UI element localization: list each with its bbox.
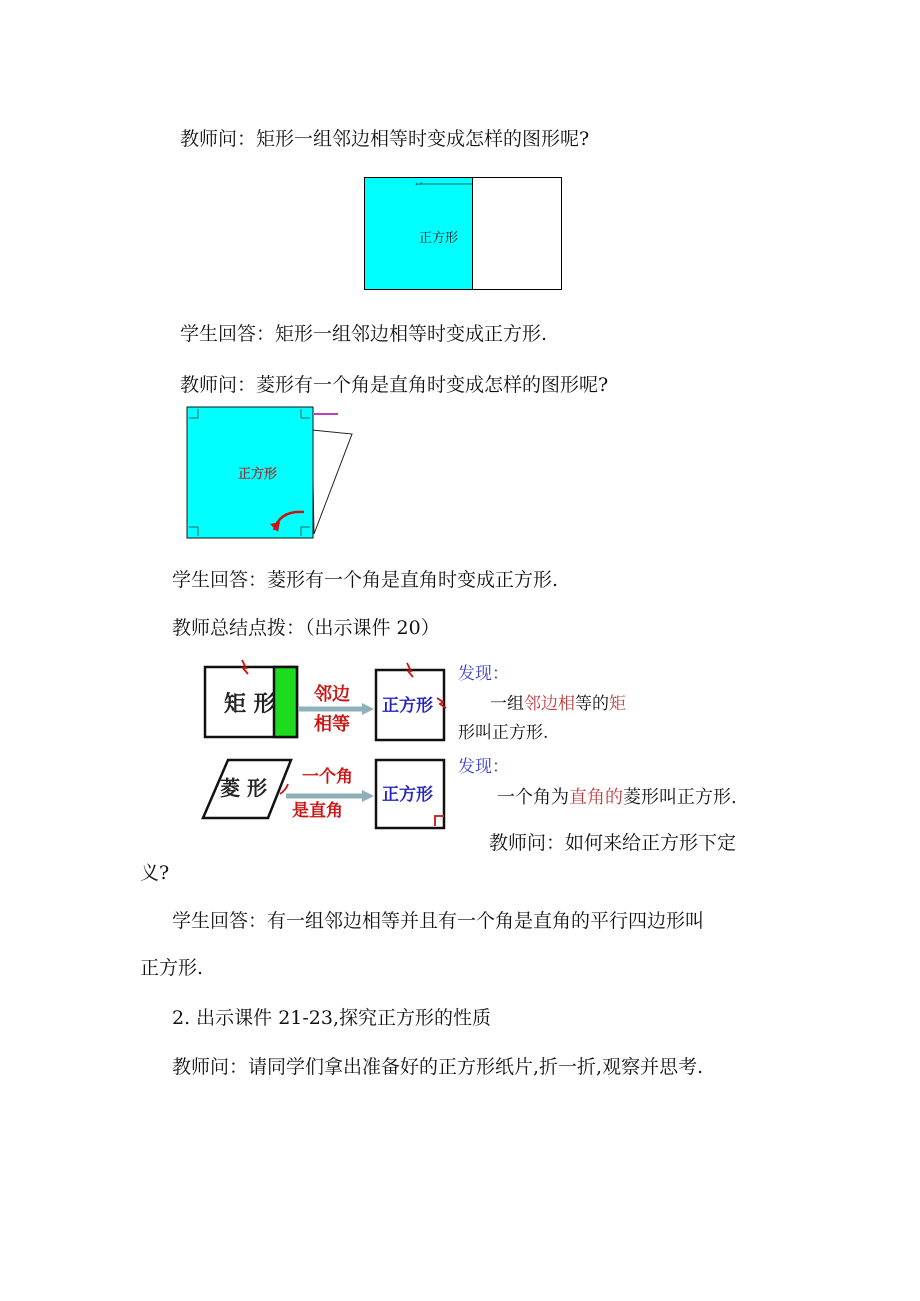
teacher-summary: 教师总结点拨：（出示课件 20） [172, 617, 440, 639]
square2-label: 正方形 [382, 785, 433, 805]
discovery-text-1-line2: 形叫正方形. [458, 723, 549, 743]
square-label: 正方形 [419, 231, 459, 246]
discovery-title-1: 发现： [458, 664, 509, 684]
green-strip [274, 667, 297, 737]
rectangle-label: 矩 形 [224, 691, 276, 717]
arrow2-label-line1: 一个角 [302, 767, 353, 787]
rhombus-label: 菱 形 [220, 776, 267, 800]
teacher-question-1: 教师问：矩形一组邻边相等时变成怎样的图形呢? [180, 128, 590, 150]
figure-rhombus-to-square-svg [186, 406, 356, 542]
discovery-title-2: 发现： [458, 757, 509, 777]
figure-rectangle-to-square [364, 177, 564, 292]
discovery2-part1: 一个角为 [497, 787, 569, 808]
student-answer-2: 学生回答：菱形有一个角是直角时变成正方形. [172, 569, 559, 591]
student-answer-1: 学生回答：矩形一组邻边相等时变成正方形. [180, 323, 548, 345]
student-answer-3: 学生回答：有一组邻边相等并且有一个角是直角的平行四边形叫 [172, 910, 705, 932]
discovery-text-2 [497, 787, 737, 809]
arrow1-label-line2: 相等 [314, 714, 350, 735]
arrow2-label-line2: 是直角 [292, 801, 343, 821]
figure-rhombus-to-square [186, 406, 356, 542]
rhombus-outline [312, 430, 352, 534]
arrow1-label-line1: 邻边 [314, 684, 350, 705]
arrow1-head-icon [362, 703, 374, 715]
figure-courseware-20-svg [198, 658, 458, 833]
teacher-question-2: 教师问：菱形有一个角是直角时变成怎样的图形呢? [180, 374, 609, 396]
discovery1-part3: 等的 [575, 694, 609, 714]
discovery1-part4: 矩 [609, 694, 626, 714]
teacher-question-3: 教师问：如何来给正方形下定 [489, 832, 737, 854]
arrow2-head-icon [362, 790, 374, 802]
discovery1-part1: 一组 [490, 694, 524, 714]
step-2-heading: 2. 出示课件 21-23,探究正方形的性质 [172, 1007, 492, 1029]
student-answer-3-cont: 正方形. [140, 957, 204, 979]
square-label-2: 正方形 [238, 467, 278, 482]
figure-rectangle-to-square-svg [364, 177, 564, 292]
square1-label: 正方形 [382, 696, 433, 716]
teacher-question-3-cont: 义? [140, 862, 170, 884]
discovery2-part3: 的 [605, 787, 623, 808]
discovery2-part4: 菱形叫正方形. [623, 787, 737, 808]
discovery2-part2: 直角 [569, 787, 605, 808]
figure-courseware-20 [198, 658, 458, 833]
top-marker-symbol: ↩ [415, 180, 423, 190]
teacher-question-4: 教师问：请同学们拿出准备好的正方形纸片,折一折,观察并思考. [172, 1056, 704, 1078]
discovery1-part2: 邻边相 [524, 694, 575, 714]
discovery-text-1 [490, 693, 626, 715]
